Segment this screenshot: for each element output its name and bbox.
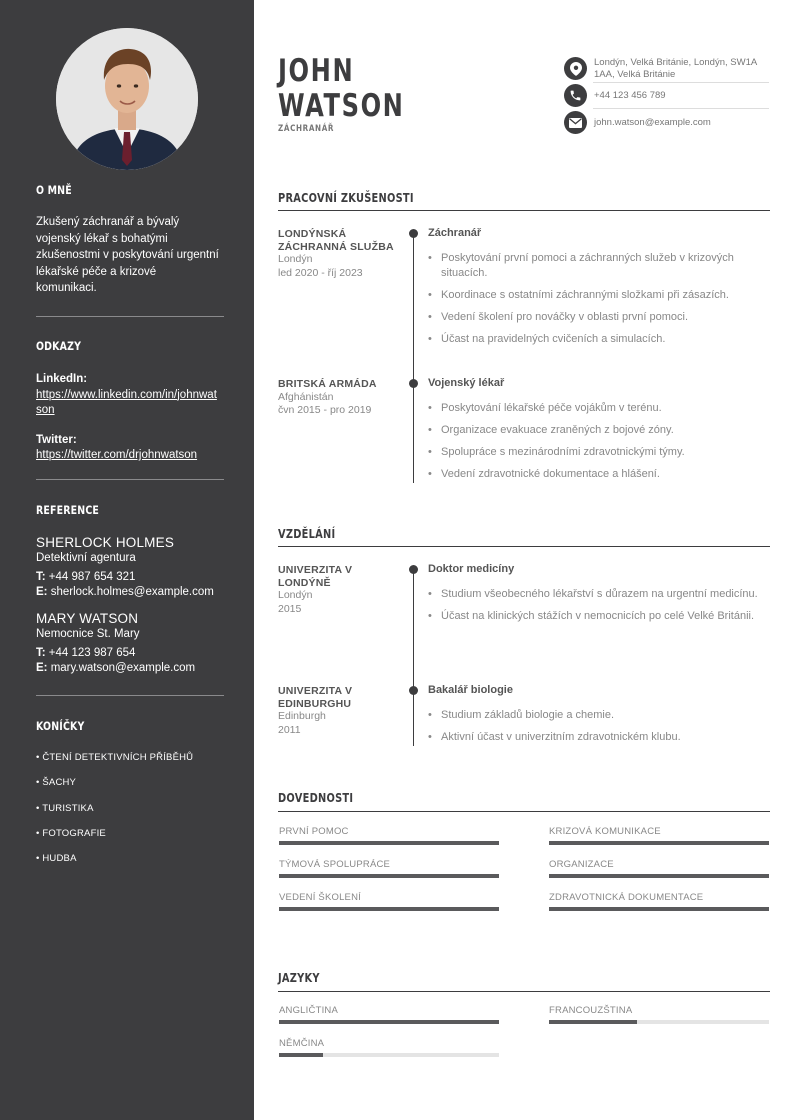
education-details [428, 587, 768, 631]
experience-entry-meta [278, 378, 398, 418]
language-label: ANGLIČTINA [279, 1005, 339, 1016]
timeline-dot [409, 379, 418, 388]
skill-label: TÝMOVÁ SPOLUPRÁCE [279, 859, 391, 870]
list-item: • Vedení zdravotnické dokumentace a hlášení. [428, 467, 768, 482]
language-label: FRANCOUZŠTINA [549, 1005, 633, 1016]
reference-name: MARY WATSON [36, 611, 139, 626]
reference-name: SHERLOCK HOLMES [36, 535, 175, 550]
reference-phone: +44 123 987 654 [48, 646, 136, 659]
address-text: Londýn, Velká Británie, Londýn, SW1A 1AA, Velká Británie [594, 57, 757, 80]
contact-divider [593, 82, 769, 83]
education-timeline [413, 569, 414, 746]
skill-label: ORGANIZACE [549, 859, 614, 870]
link-item-twitter [36, 432, 220, 464]
timeline-dot [409, 686, 418, 695]
skill-label: ZDRAVOTNICKÁ DOKUMENTACE [549, 892, 704, 903]
education-details [428, 708, 768, 752]
list-item: • Účast na pravidelných cvičeních a simulacích. [428, 332, 768, 347]
links-list [36, 371, 220, 463]
first-name: JOHN [278, 53, 355, 89]
reference-org: Nemocnice St. Mary [36, 628, 140, 640]
language-bar [279, 1053, 499, 1057]
language-item [279, 1038, 499, 1057]
job-duties [428, 401, 768, 489]
link-label: Twitter: [36, 433, 77, 446]
location-pin-icon [564, 57, 587, 80]
graduation-year: 2011 [278, 723, 301, 736]
links-heading: ODKAZY [36, 339, 82, 353]
reference-item [36, 534, 220, 601]
hobby-item: • ŠACHY [36, 777, 77, 788]
graduation-year: 2015 [278, 602, 302, 615]
profile-photo-illustration [56, 28, 198, 170]
sidebar-divider [36, 316, 224, 317]
skill-bar-fill [549, 874, 769, 878]
hobby-item: • ČTENÍ DETEKTIVNÍCH PŘÍBĚHŮ [36, 752, 194, 763]
list-item: • Koordinace s ostatními záchrannými složkami při zásazích. [428, 288, 768, 303]
phone-text: +44 123 456 789 [594, 89, 666, 101]
section-rule [278, 210, 770, 211]
skill-bar-fill [279, 841, 499, 845]
phone-icon [564, 84, 587, 107]
profile-photo [56, 28, 198, 170]
skill-label: KRIZOVÁ KOMUNIKACE [549, 826, 661, 837]
list-item: • Účast na klinických stážích v nemocnicích po celé Velké Británii. [428, 609, 768, 624]
timeline-dot [409, 565, 418, 574]
reference-email: sherlock.holmes@example.com [50, 586, 214, 598]
skill-bar-fill [279, 907, 499, 911]
skill-bar [549, 874, 769, 878]
list-item: • Studium všeobecného lékařství s důrazem na urgentní medicínu. [428, 587, 768, 602]
list-item: • Poskytování první pomoci a záchranných služeb v krizových situacích. [428, 251, 768, 280]
link-item-linkedin [36, 371, 220, 418]
reference-phone: +44 987 654 321 [48, 570, 136, 583]
skill-label: VEDENÍ ŠKOLENÍ [279, 892, 361, 903]
experience-heading: PRACOVNÍ ZKUŠENOSTI [278, 191, 414, 205]
references-heading: REFERENCE [36, 503, 100, 517]
experience-timeline [413, 233, 414, 483]
email-text[interactable]: john.watson@example.com [594, 116, 711, 128]
list-item: • Studium základů biologie a chemie. [428, 708, 768, 723]
skill-item [279, 892, 499, 911]
experience-entry-meta [278, 228, 398, 280]
person-name [278, 54, 404, 124]
hobby-item: • TURISTIKA [36, 803, 94, 814]
contact-phone [564, 84, 770, 107]
job-duties [428, 251, 768, 354]
job-role: Záchranář [428, 227, 482, 239]
language-bar-fill [279, 1020, 499, 1024]
language-bar-fill [279, 1053, 323, 1057]
skill-item [279, 826, 499, 845]
skill-bar-fill [549, 907, 769, 911]
skill-bar [549, 907, 769, 911]
about-text: Zkušený záchranář a bývalý vojenský lékař s bohatými zkušenostmi v poskytování urgentní lékařské péče a krizové komunikaci. [36, 216, 219, 294]
skills-heading: DOVEDNOSTI [278, 791, 354, 805]
last-name: WATSON [278, 88, 405, 124]
employer-location: Afghánistán [278, 390, 334, 403]
employer-name: LONDÝNSKÁ ZÁCHRANNÁ SLUŽBA [278, 228, 394, 253]
languages-heading: JAZYKY [278, 971, 320, 985]
skill-item [549, 859, 769, 878]
school-location: Edinburgh [278, 710, 326, 722]
skill-item [549, 826, 769, 845]
list-item: • Spolupráce s mezinárodními zdravotnickými týmy. [428, 445, 768, 460]
reference-email: mary.watson@example.com [50, 662, 196, 674]
reference-org: Detektivní agentura [36, 552, 136, 564]
hobby-item: • HUDBA [36, 853, 77, 864]
language-item [549, 1005, 769, 1024]
education-entry-meta [278, 564, 398, 616]
link-label: LinkedIn: [36, 373, 88, 385]
email-label: E: [36, 586, 48, 598]
list-item: • Poskytování lékařské péče vojákům v terénu. [428, 401, 768, 416]
twitter-link[interactable]: https://twitter.com/drjohnwatson [36, 449, 198, 461]
skill-bar-fill [549, 841, 769, 845]
skill-item [549, 892, 769, 911]
hobbies-heading: KONÍČKY [36, 719, 85, 733]
school-name: UNIVERZITA V EDINBURGHU [278, 685, 353, 710]
section-rule [278, 991, 770, 992]
employer-location: Londýn [278, 253, 313, 265]
employer-name: BRITSKÁ ARMÁDA [278, 378, 377, 390]
employment-dates: čvn 2015 - pro 2019 [278, 404, 372, 416]
email-label: E: [36, 662, 48, 674]
job-title: ZÁCHRANÁŘ [278, 124, 335, 134]
degree-name: Doktor medicíny [428, 563, 515, 575]
envelope-icon [564, 111, 587, 134]
language-bar-fill [549, 1020, 637, 1024]
sidebar [0, 0, 254, 1120]
language-label: NĚMČINA [279, 1038, 325, 1049]
job-role: Vojenský lékař [428, 377, 505, 389]
section-rule [278, 811, 770, 812]
contact-email [564, 111, 770, 134]
linkedin-link[interactable]: https://www.linkedin.com/in/johnwatson [36, 388, 217, 416]
sidebar-divider [36, 479, 224, 480]
language-bar [549, 1020, 769, 1024]
skill-bar [549, 841, 769, 845]
list-item: • Organizace evakuace zraněných z bojové zóny. [428, 423, 768, 438]
skill-item [279, 859, 499, 878]
list-item: • Vedení školení pro nováčky v oblasti první pomoci. [428, 310, 768, 325]
school-location: Londýn [278, 589, 313, 601]
about-heading: O MNĚ [36, 183, 72, 197]
language-bar [279, 1020, 499, 1024]
sidebar-divider [36, 695, 224, 696]
employment-dates: led 2020 - říj 2023 [278, 266, 363, 279]
hobby-item: • FOTOGRAFIE [36, 828, 106, 839]
list-item: • Aktivní účast v univerzitním zdravotnickém klubu. [428, 730, 768, 745]
skill-label: PRVNÍ POMOC [279, 826, 349, 837]
contact-address [564, 57, 770, 80]
education-heading: VZDĚLÁNÍ [278, 527, 336, 541]
education-entry-meta [278, 685, 398, 737]
section-rule [278, 546, 770, 547]
contact-divider [593, 108, 769, 109]
skill-bar [279, 841, 499, 845]
skill-bar-fill [279, 874, 499, 878]
degree-name: Bakalář biologie [428, 684, 513, 696]
school-name: UNIVERZITA V LONDÝNĚ [278, 564, 353, 589]
skill-bar [279, 907, 499, 911]
phone-label: T: [36, 570, 46, 583]
timeline-dot [409, 229, 418, 238]
reference-item [36, 610, 220, 677]
phone-label: T: [36, 646, 46, 659]
skill-bar [279, 874, 499, 878]
language-item [279, 1005, 499, 1024]
